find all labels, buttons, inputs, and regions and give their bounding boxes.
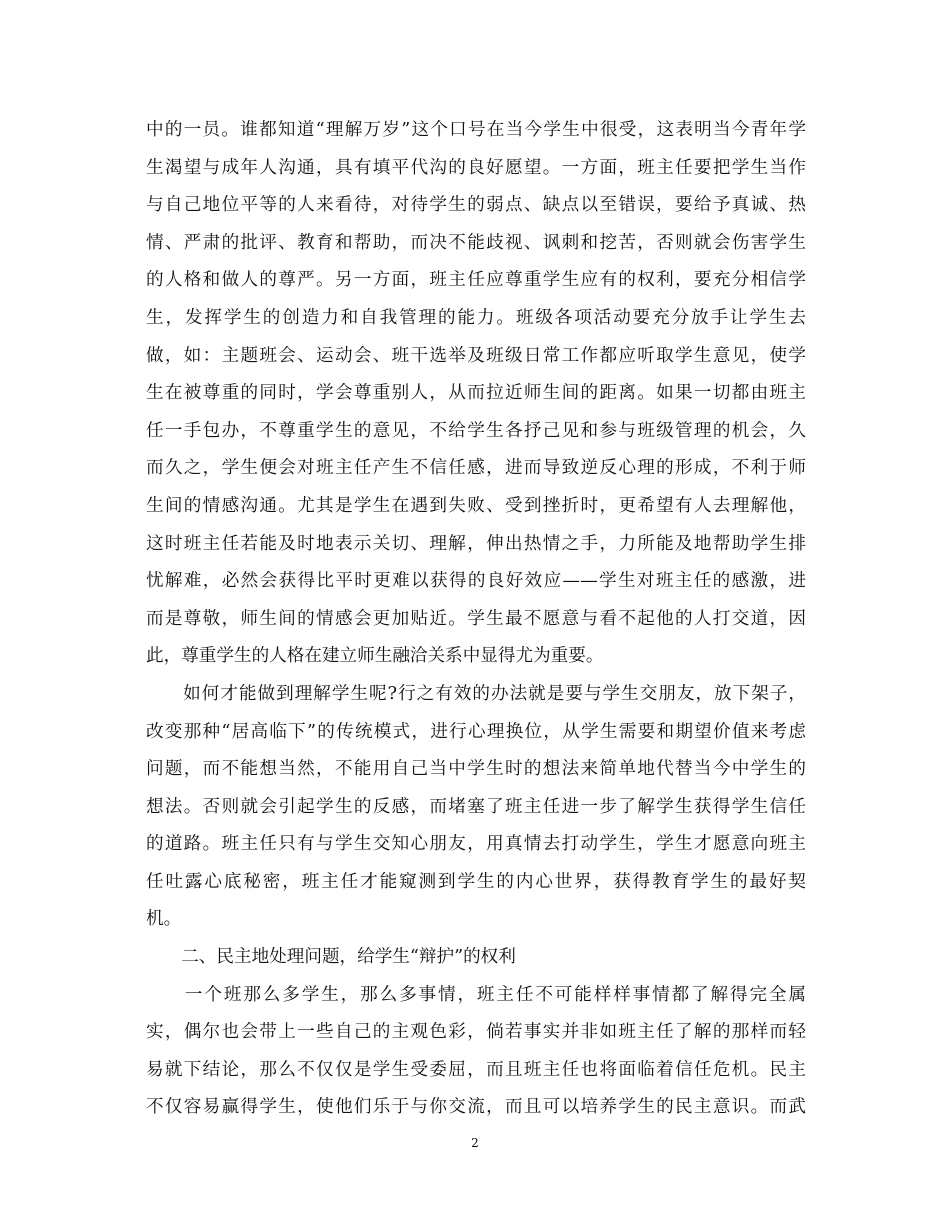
text-line: 而久之，学生便会对班主任产生不信任感，进而导致逆反心理的形成，不利于师 [146, 458, 806, 479]
text-line: 任一手包办，不尊重学生的意见，不给学生各抒己见和参与班级管理的机会，久 [146, 420, 806, 441]
text-line: 改变那种“居高临下”的传统模式，进行心理换位，从学生需要和期望价值来考虑 [146, 721, 806, 742]
text-line: 这时班主任若能及时地表示关切、理解，伸出热情之手，力所能及地帮助学生排 [146, 533, 806, 554]
text-line: 忧解难，必然会获得比平时更难以获得的良好效应——学生对班主任的感激，进 [146, 571, 806, 592]
text-line: 而是尊敬，师生间的情感会更加贴近。学生最不愿意与看不起他的人打交道，因 [146, 608, 806, 629]
text-line: 情、严肃的批评、教育和帮助，而决不能歧视、讽刺和挖苦，否则就会伤害学生 [146, 232, 806, 253]
text-line: 想法。否则就会引起学生的反感，而堵塞了班主任进一步了解学生获得学生信任 [146, 796, 806, 817]
text-line: 如何才能做到理解学生呢?行之有效的办法就是要与学生交朋友，放下架子， [146, 683, 806, 704]
text-line: 此，尊重学生的人格在建立师生融洽关系中显得尤为重要。 [146, 646, 604, 667]
text-line: 机。 [146, 909, 182, 930]
page-number: 2 [471, 1136, 479, 1150]
text-line: 做，如：主题班会、运动会、班干选举及班级日常工作都应听取学生意见，使学 [146, 345, 806, 366]
text-line: 生渴望与成年人沟通，具有填平代沟的良好愿望。一方面，班主任要把学生当作 [146, 157, 806, 178]
text-line: 生，发挥学生的创造力和自我管理的能力。班级各项活动要充分放手让学生去 [146, 307, 806, 328]
text-line: 实，偶尔也会带上一些自己的主观色彩，倘若事实并非如班主任了解的那样而轻 [146, 1022, 806, 1043]
text-line: 生间的情感沟通。尤其是学生在遇到失败、受到挫折时，更希望有人去理解他， [146, 495, 806, 516]
text-line: 生在被尊重的同时，学会尊重别人，从而拉近师生间的距离。如果一切都由班主 [146, 383, 806, 404]
text-line: 二、民主地处理问题，给学生“辩护”的权利 [146, 947, 516, 968]
text-line: 的道路。班主任只有与学生交知心朋友，用真情去打动学生，学生才愿意向班主 [146, 834, 806, 855]
text-line: 中的一员。谁都知道“理解万岁”这个口号在当今学生中很受，这表明当今青年学 [146, 120, 806, 140]
text-line: 的人格和做人的尊严。另一方面，班主任应尊重学生应有的权利，要充分相信学 [146, 270, 806, 291]
text-line: 不仅容易赢得学生，使他们乐于与你交流，而且可以培养学生的民主意识。而武 [146, 1097, 806, 1118]
body-text [146, 112, 806, 1127]
text-line: 问题，而不能想当然，不能用自己当中学生时的想法来简单地代替当今中学生的 [146, 759, 806, 780]
text-line: 任吐露心底秘密，班主任才能窥测到学生的内心世界，获得教育学生的最好契 [146, 871, 806, 892]
text-line: 易就下结论，那么不仅仅是学生受委屈，而且班主任也将面临着信任危机。民主 [146, 1059, 806, 1080]
text-line: 与自己地位平等的人来看待，对待学生的弱点、缺点以至错误，要给予真诚、热 [146, 195, 806, 216]
text-line: 一个班那么多学生，那么多事情，班主任不可能样样事情都了解得完全属 [146, 984, 806, 1005]
